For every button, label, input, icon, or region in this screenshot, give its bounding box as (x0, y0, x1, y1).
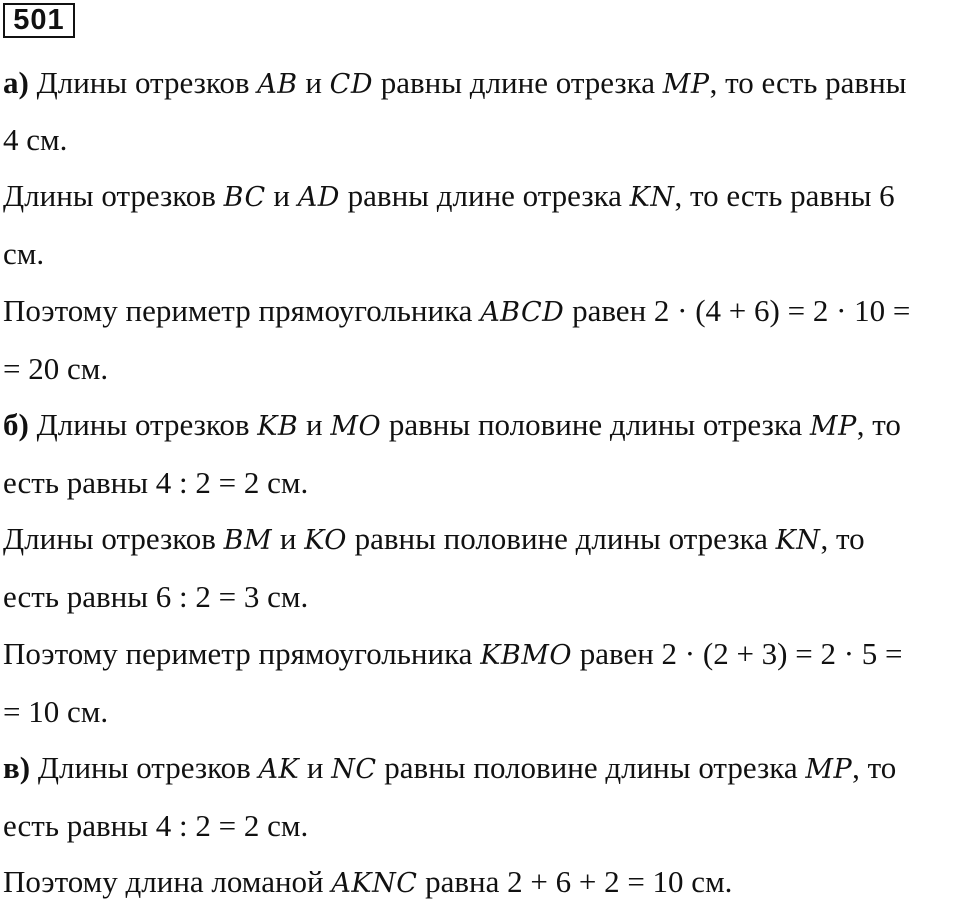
text: равны половине длины отрезка (346, 521, 776, 556)
math-segment: BC (223, 182, 266, 213)
text: Длины отрезков (28, 65, 258, 100)
part-a-line-2: 4 см. (3, 122, 68, 157)
part-b-marker: б) (3, 407, 29, 442)
math-segment: KB (257, 411, 299, 442)
part-a-line-6: = 20 см. (3, 351, 109, 386)
text: равны половине длины отрезка (376, 750, 806, 785)
text: , то есть равны 6 (674, 178, 895, 213)
text: и (299, 750, 332, 785)
text: Поэтому периметр прямоугольника (3, 293, 481, 328)
part-a-marker: а) (3, 65, 29, 100)
math-segment: MP (662, 69, 710, 100)
math-segment: KO (304, 525, 347, 556)
math-segment: CD (329, 69, 373, 100)
text: и (272, 521, 305, 556)
math-segment: AK (258, 754, 300, 785)
math-segment: KN (629, 182, 675, 213)
text: равны длине отрезка (372, 65, 663, 100)
math-segment: MP (805, 754, 853, 785)
text: Длины отрезков (28, 407, 258, 442)
math-segment: AB (257, 69, 298, 100)
text: равна 2 + 6 + 2 = 10 см. (417, 864, 733, 899)
part-a-line-1 (3, 63, 907, 105)
part-b-line-5 (3, 634, 903, 676)
text: равны половине длины отрезка (381, 407, 810, 442)
text: Поэтому длина ломаной (3, 864, 332, 899)
problem-number-box: 501 (3, 3, 75, 38)
math-segment: NC (331, 754, 377, 785)
part-b-line-1 (3, 405, 901, 447)
part-b-line-3 (3, 519, 865, 561)
text: равны длине отрезка (339, 178, 630, 213)
text: равен 2 · (2 + 3) = 2 · 5 = (571, 636, 903, 671)
text: , то (856, 407, 901, 442)
text: Длины отрезков (3, 521, 224, 556)
math-segment: MP (809, 411, 857, 442)
math-rectangle-name: ABCD (480, 297, 565, 328)
part-c-line-1 (3, 748, 896, 790)
text: Длины отрезков (30, 750, 259, 785)
math-segment: BM (223, 525, 273, 556)
text: , то есть равны (709, 65, 907, 100)
part-b-line-4: есть равны 6 : 2 = 3 см. (3, 579, 309, 614)
math-polyline-name: AKNC (331, 868, 418, 899)
part-c-line-3 (3, 862, 732, 904)
part-b-line-2: есть равны 4 : 2 = 2 см. (3, 465, 309, 500)
text: Поэтому периметр прямоугольника (3, 636, 481, 671)
part-b-line-6: = 10 см. (3, 694, 109, 729)
math-segment: AD (297, 182, 340, 213)
text: и (298, 407, 331, 442)
text: , то (852, 750, 897, 785)
text: Длины отрезков (3, 178, 224, 213)
math-rectangle-name: KBMO (480, 640, 572, 671)
part-c-line-2: есть равны 4 : 2 = 2 см. (3, 808, 309, 843)
text: и (297, 65, 330, 100)
part-a-line-4: см. (3, 236, 45, 271)
text: и (265, 178, 298, 213)
part-a-line-5 (3, 291, 910, 333)
math-segment: KN (775, 525, 821, 556)
text: , то (820, 521, 865, 556)
text: равен 2 · (4 + 6) = 2 · 10 = (564, 293, 911, 328)
math-segment: MO (330, 411, 382, 442)
part-a-line-3 (3, 176, 895, 218)
part-c-marker: в) (3, 750, 31, 785)
